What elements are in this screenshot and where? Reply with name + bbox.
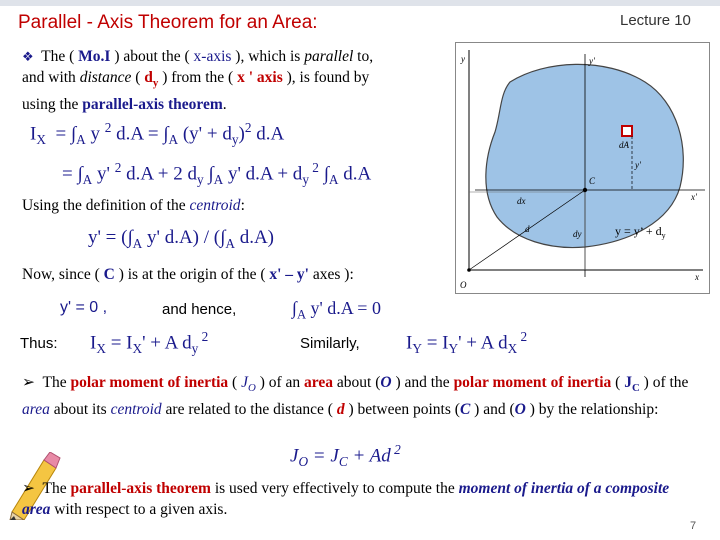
integral-zero: $\int_A$ y' d.A = 0	[292, 298, 381, 322]
y-axis-label: y	[461, 54, 465, 64]
polar-equation: $J_O = J_C + Ad$ $^2$	[290, 442, 401, 470]
da-element	[622, 126, 632, 136]
centroid-label: C	[589, 176, 596, 186]
equation-expanded: = $\int_A$ y' $^2$ d.A + 2 $d_y$ $\int_A$ y' $d.A + d_y$ $^2$ $\int_A$ d.A	[62, 160, 372, 188]
intro-line-1: ❖ The ( Mo.I ) about the ( x-axis ), which is parallel to,	[22, 48, 374, 65]
and-hence-label: and hence,	[162, 301, 237, 318]
thus-label: Thus:	[20, 335, 58, 352]
intro-paragraph	[22, 46, 373, 115]
y-prime-axis-label: y'	[589, 56, 595, 66]
final-paragraph: ➢ The parallel-axis theorem is used very effectively to compute the moment of inertia of a composite area with respect to a given axis.	[22, 480, 670, 518]
x-axis-label: x	[695, 272, 699, 282]
page-number: 7	[690, 520, 697, 532]
equation-ix: $I_X = \int_A$ y $^2$ $d.A = \int_A$ $(y' + d_y)^2$ d.A	[30, 120, 285, 148]
lecture-label: Lecture 10	[620, 12, 691, 29]
area-shape	[486, 64, 683, 247]
intro-line-2: and with distance ( $d_y$ ) from the ( x ' axis ), is found by	[22, 69, 370, 90]
dx-label: dx	[517, 196, 526, 206]
dy-label: dy	[573, 229, 582, 239]
arrow-bullet-icon: ➢	[22, 374, 35, 391]
origin-point	[467, 268, 471, 272]
centroid-line: Using the definition of the centroid:	[22, 197, 245, 214]
da-label: dA	[619, 140, 629, 150]
y-prime-dimension-label: y'	[635, 160, 641, 170]
area-diagram	[455, 42, 710, 294]
centroid-equation: $y' = (\int_A$ y' $d.A) / (\int_A$ d.A)	[88, 227, 274, 251]
arrow-bullet-icon: ➢	[22, 480, 35, 497]
diamond-bullet-icon: ❖	[22, 49, 34, 64]
origin-label: O	[460, 280, 467, 290]
origin-line: Now, since ( C ) is at the origin of the ( x' – y' axes ):	[22, 266, 354, 283]
top-bar	[0, 0, 720, 6]
ix-result: $I_X = I_X' + A$ $d_y$ $^2$	[90, 329, 209, 357]
centroid-point	[583, 188, 587, 192]
similarly-label: Similarly,	[300, 335, 360, 352]
intro-line-3: using the parallel-axis theorem.	[22, 96, 227, 114]
area-figure	[455, 42, 710, 294]
iy-result: $I_Y = I_Y' + A$ $d_X$ $^2$	[406, 329, 528, 357]
d-label: d	[525, 224, 530, 234]
slide-title: Parallel - Axis Theorem for an Area:	[18, 12, 318, 33]
y-relation-label: y = y’ + $d_y$	[615, 224, 666, 240]
x-prime-axis-label: x'	[691, 192, 697, 202]
y-prime-zero: y' = 0 ,	[60, 299, 108, 316]
polar-paragraph: ➢ The polar moment of inertia ( $J_O$ ) of an area about (O ) and the polar moment of inertia ( $J_C$ ) of the area about its centroid are related to the distance ( d ) between points (C ) and (O ) by the relationship:	[22, 374, 689, 419]
